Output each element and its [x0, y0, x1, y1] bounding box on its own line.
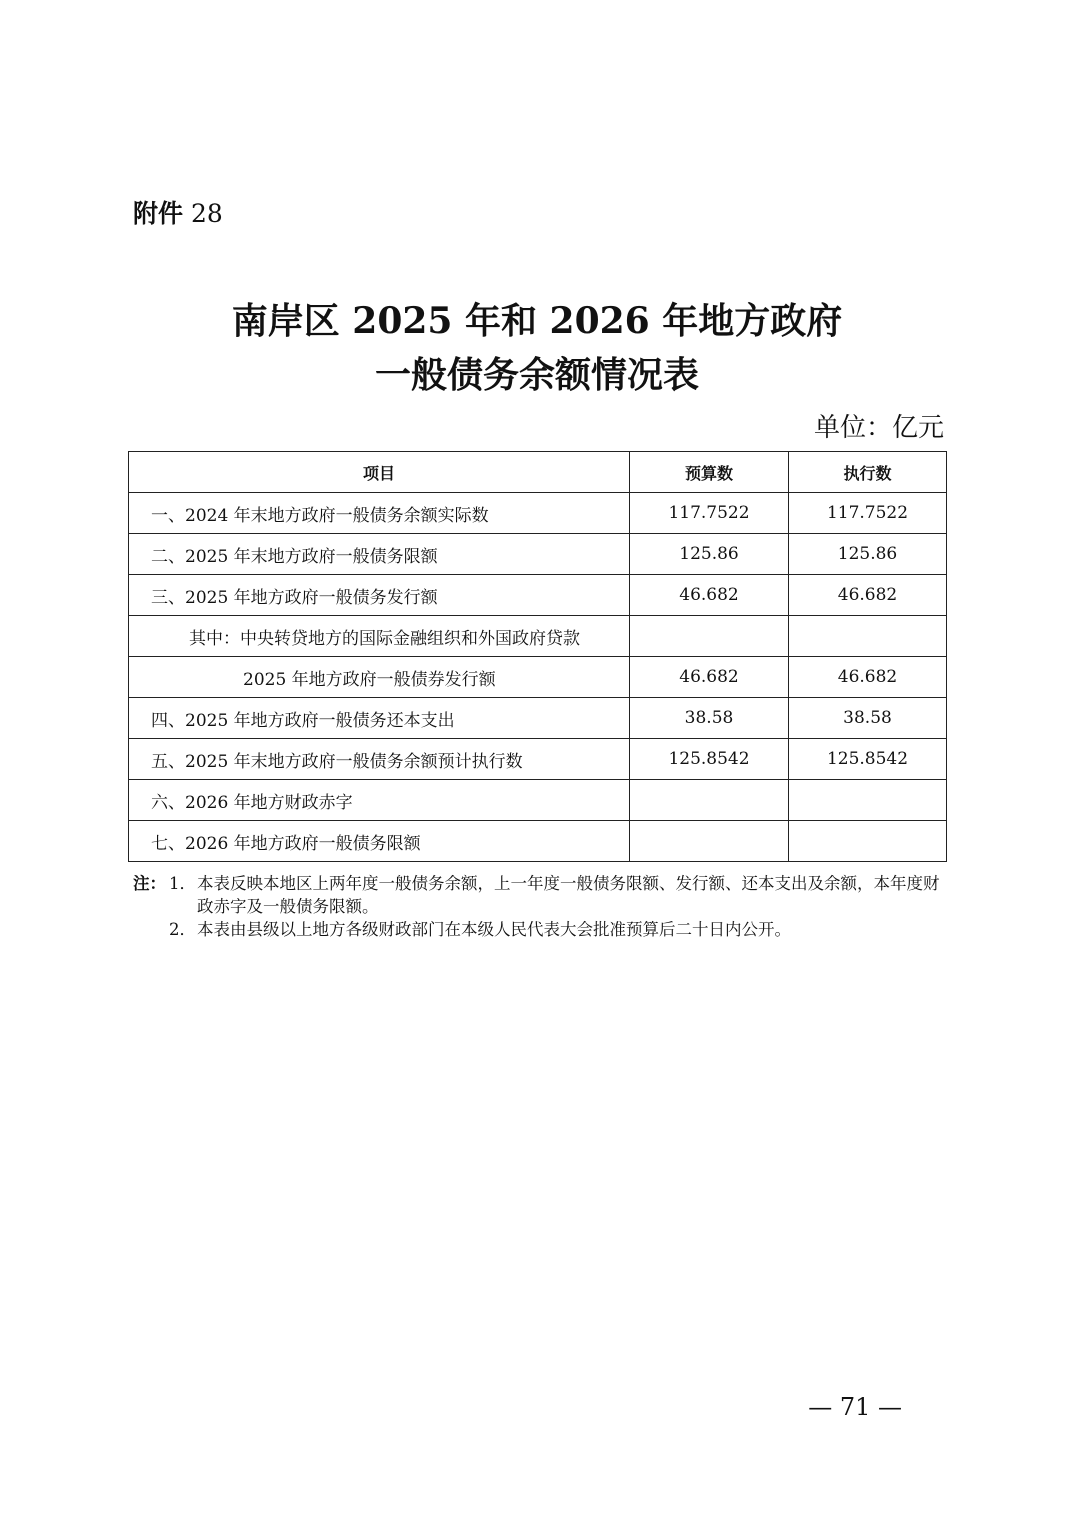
note-text: 本表反映本地区上两年度一般债务余额，上一年度一般债务限额、发行额、还本支出及余额，本年度财政赤字及一般债务限额。 — [197, 874, 940, 916]
note-prefix: 注： — [133, 874, 166, 893]
row-item: 2025 年地方政府一般债券发行额 — [129, 657, 630, 698]
note-text: 本表由县级以上地方各级财政部门在本级人民代表大会批准预算后二十日内公开。 — [197, 920, 791, 939]
row-budget — [630, 616, 789, 657]
row-budget: 38.58 — [630, 698, 789, 739]
page-number: — 71 — — [808, 1393, 902, 1421]
row-actual: 38.58 — [789, 698, 947, 739]
row-budget: 46.682 — [630, 575, 789, 616]
note-row — [133, 872, 953, 918]
row-budget — [630, 821, 789, 862]
row-actual: 46.682 — [789, 657, 947, 698]
row-item: 三、2025 年地方政府一般债务发行额 — [129, 575, 630, 616]
table-row — [129, 616, 947, 657]
note-prefix-spacer — [133, 918, 169, 941]
row-budget: 117.7522 — [630, 493, 789, 534]
table-row — [129, 739, 947, 780]
note-number: 2． — [169, 920, 196, 939]
attachment-label — [133, 198, 223, 230]
row-actual: 117.7522 — [789, 493, 947, 534]
row-budget: 125.8542 — [630, 739, 789, 780]
row-item: 六、2026 年地方财政赤字 — [129, 780, 630, 821]
note-row — [133, 918, 953, 941]
unit-label: 单位：亿元 — [813, 413, 944, 443]
row-item: 四、2025 年地方政府一般债务还本支出 — [129, 698, 630, 739]
page-title-line1: 南岸区 2025 年和 2026 年地方政府 — [231, 300, 843, 342]
row-item: 其中：中央转贷地方的国际金融组织和外国政府贷款 — [129, 616, 630, 657]
row-item: 七、2026 年地方政府一般债务限额 — [129, 821, 630, 862]
header-budget: 预算数 — [630, 452, 789, 493]
debt-table — [128, 451, 947, 862]
page-title-line2: 一般债务余额情况表 — [374, 354, 699, 396]
row-budget — [630, 780, 789, 821]
row-item: 五、2025 年末地方政府一般债务余额预计执行数 — [129, 739, 630, 780]
row-actual — [789, 780, 947, 821]
table-row — [129, 821, 947, 862]
table-row — [129, 698, 947, 739]
attachment-word: 附件 — [133, 199, 184, 228]
table-row — [129, 493, 947, 534]
row-budget: 125.86 — [630, 534, 789, 575]
note-number: 1． — [169, 874, 196, 893]
table-row — [129, 575, 947, 616]
attachment-number: 28 — [190, 199, 223, 228]
header-item: 项目 — [129, 452, 630, 493]
table-notes — [133, 872, 953, 941]
row-actual — [789, 616, 947, 657]
row-actual: 125.8542 — [789, 739, 947, 780]
row-actual: 125.86 — [789, 534, 947, 575]
table-row — [129, 780, 947, 821]
row-actual: 46.682 — [789, 575, 947, 616]
row-actual — [789, 821, 947, 862]
table-row — [129, 534, 947, 575]
table-row — [129, 657, 947, 698]
row-item: 一、2024 年末地方政府一般债务余额实际数 — [129, 493, 630, 534]
row-budget: 46.682 — [630, 657, 789, 698]
row-item: 二、2025 年末地方政府一般债务限额 — [129, 534, 630, 575]
header-actual: 执行数 — [789, 452, 947, 493]
table-header-row — [129, 452, 947, 493]
